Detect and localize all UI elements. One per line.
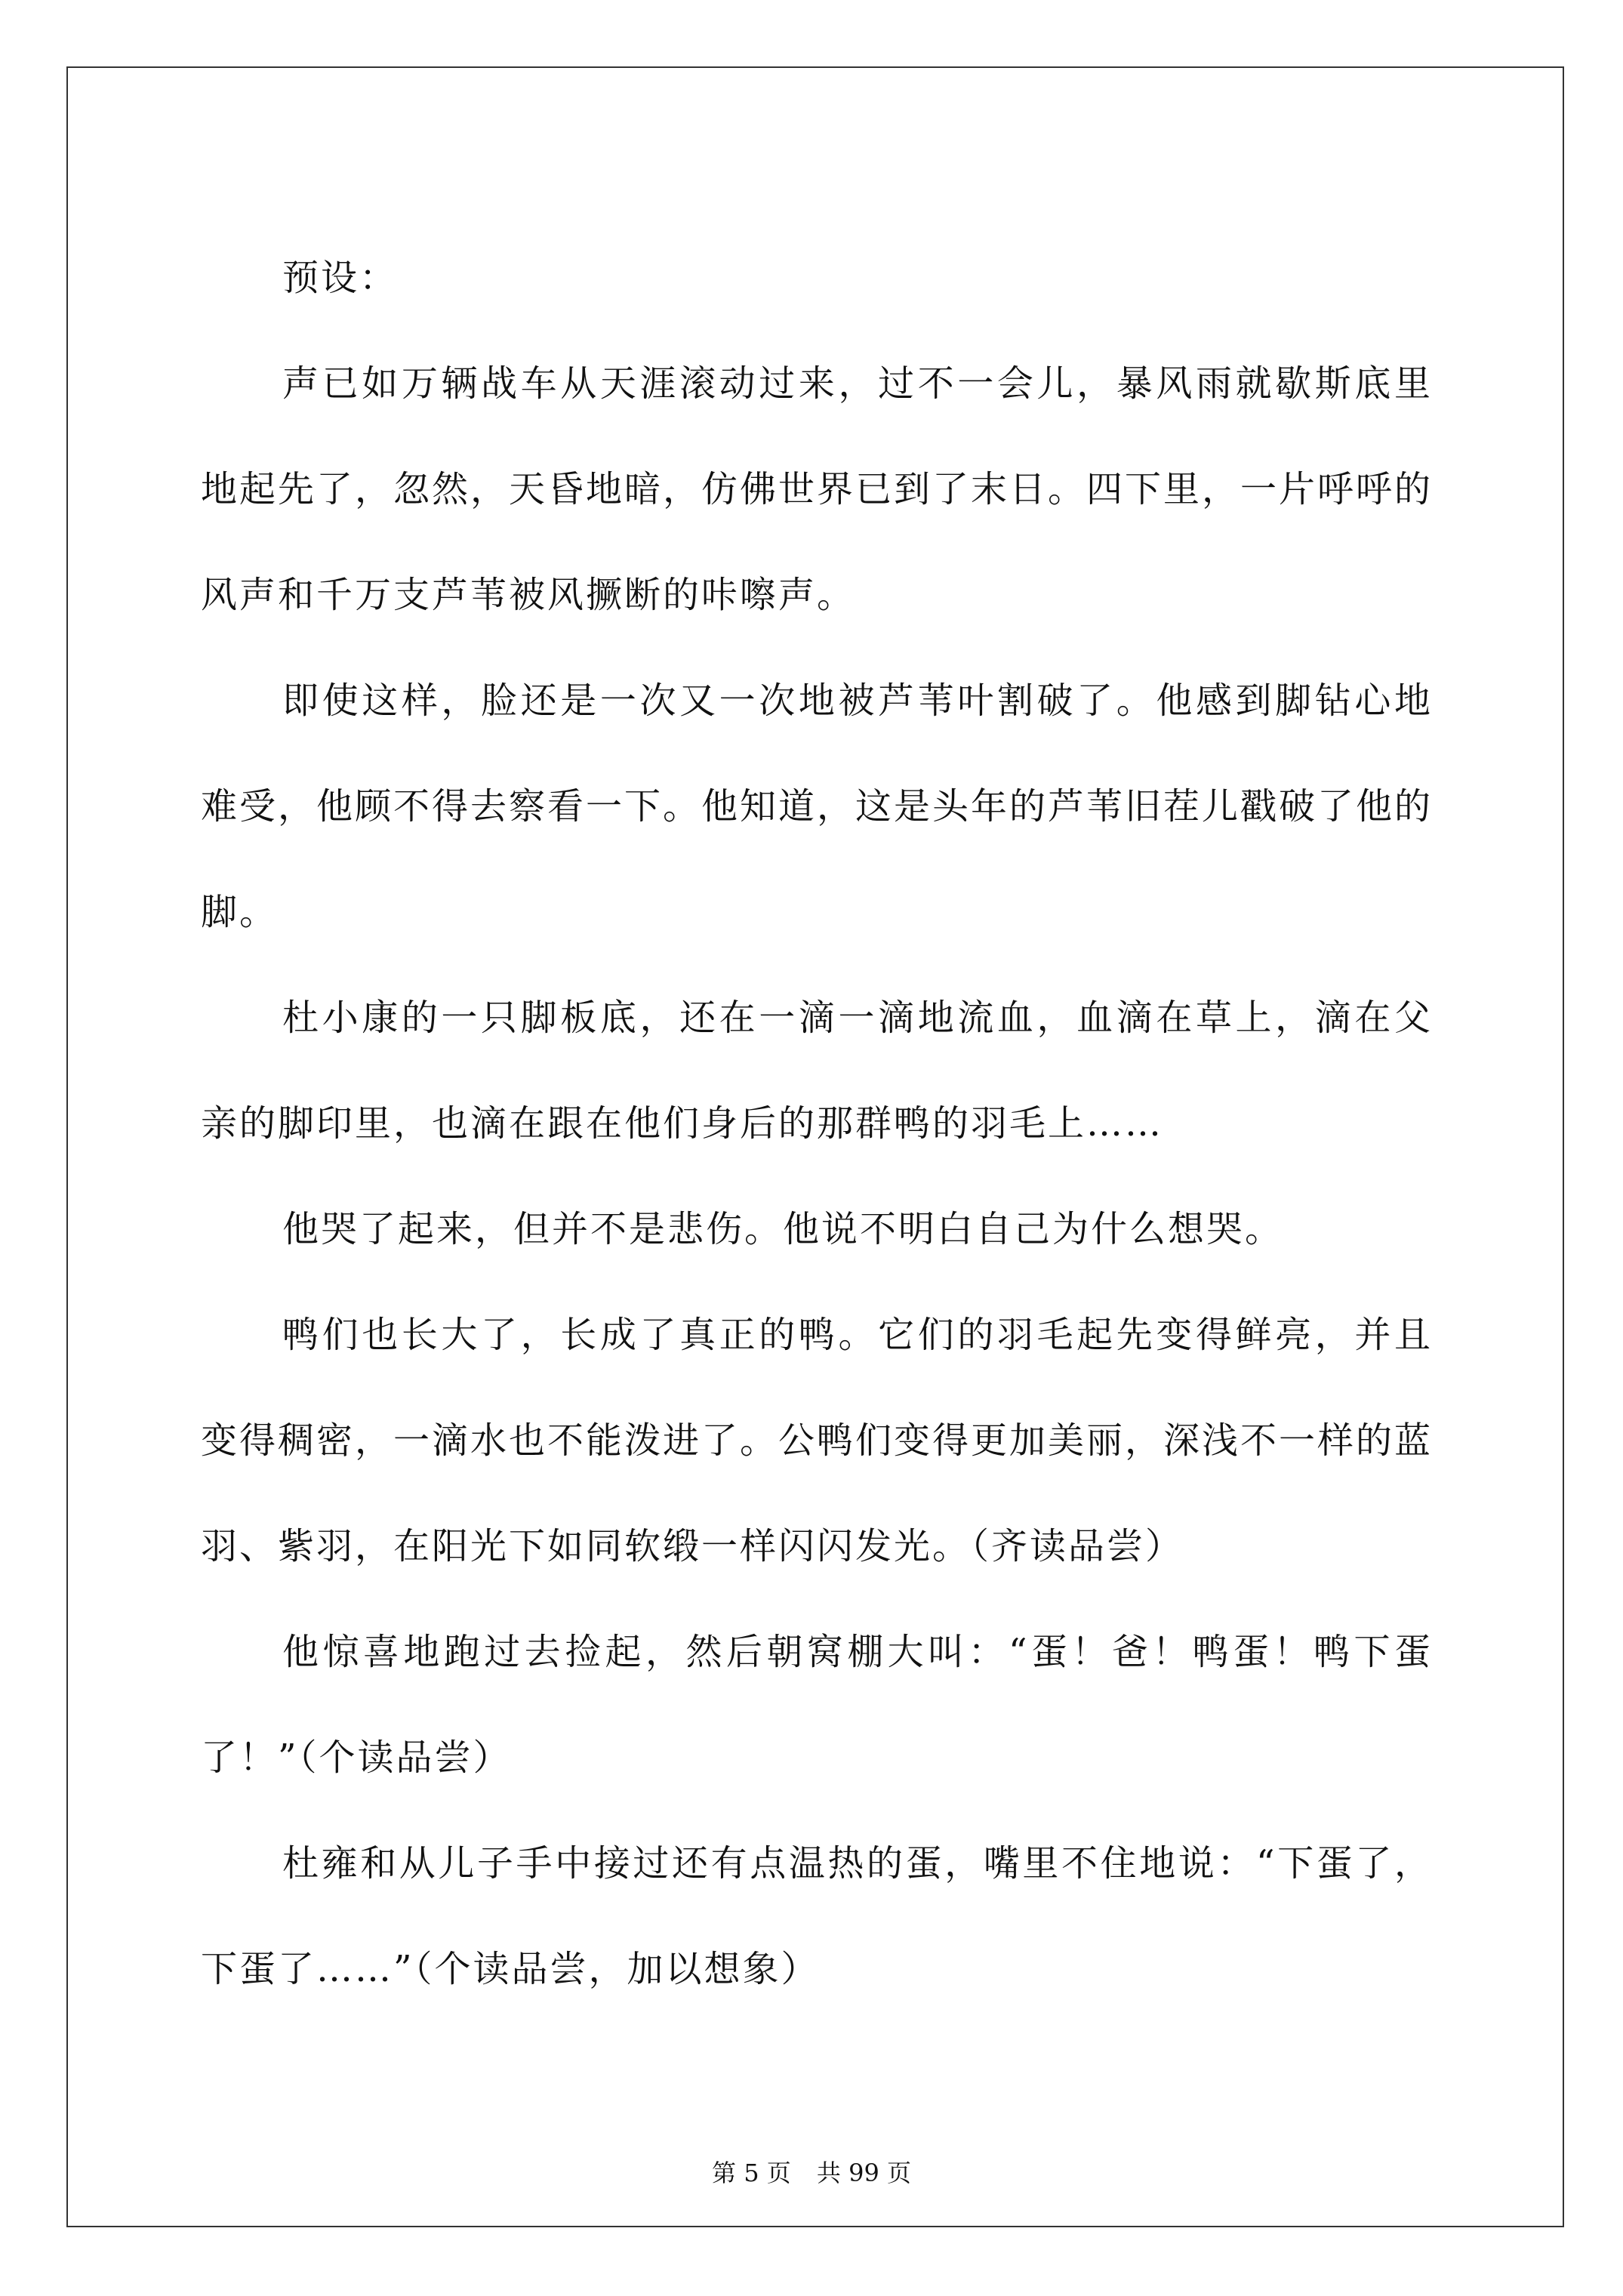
page-number: 第 5 页 bbox=[712, 2159, 791, 2187]
document-body bbox=[201, 225, 1433, 2022]
paragraph: 杜小康的一只脚板底，还在一滴一滴地流血，血滴在草上，滴在父亲的脚印里，也滴在跟在他们身后的那群鸭的羽毛上…… bbox=[201, 997, 1433, 1145]
paragraph: 他惊喜地跑过去捡起，然后朝窝棚大叫：“蛋！爸！鸭蛋！鸭下蛋了！”（个读品尝） bbox=[201, 1631, 1433, 1779]
paragraph: 即使这样，脸还是一次又一次地被芦苇叶割破了。他感到脚钻心地难受，他顾不得去察看一下。他知道，这是头年的芦苇旧茬儿戳破了他的脚。 bbox=[201, 680, 1434, 933]
paragraph: 他哭了起来，但并不是悲伤。他说不明白自己为什么想哭。 bbox=[282, 1208, 1284, 1250]
paragraph: 声已如万辆战车从天涯滚动过来，过不一会儿，暴风雨就歇斯底里地起先了，忽然，天昏地暗，仿佛世界已到了末日。四下里，一片呼呼的风声和千万支芦苇被风撅断的咔嚓声。 bbox=[201, 362, 1434, 616]
paragraph: 鸭们也长大了，长成了真正的鸭。它们的羽毛起先变得鲜亮，并且变得稠密，一滴水也不能泼进了。公鸭们变得更加美丽，深浅不一样的蓝羽、紫羽，在阳光下如同软缎一样闪闪发光。（齐读品尝） bbox=[201, 1314, 1434, 1567]
page-footer bbox=[0, 2158, 1623, 2188]
page-total: 共 99 页 bbox=[816, 2159, 911, 2187]
paragraph-heading: 预设： bbox=[282, 257, 399, 299]
paragraph: 杜雍和从儿子手中接过还有点温热的蛋，嘴里不住地说：“下蛋了，下蛋了……”（个读品尝，加以想象） bbox=[201, 1842, 1433, 1990]
